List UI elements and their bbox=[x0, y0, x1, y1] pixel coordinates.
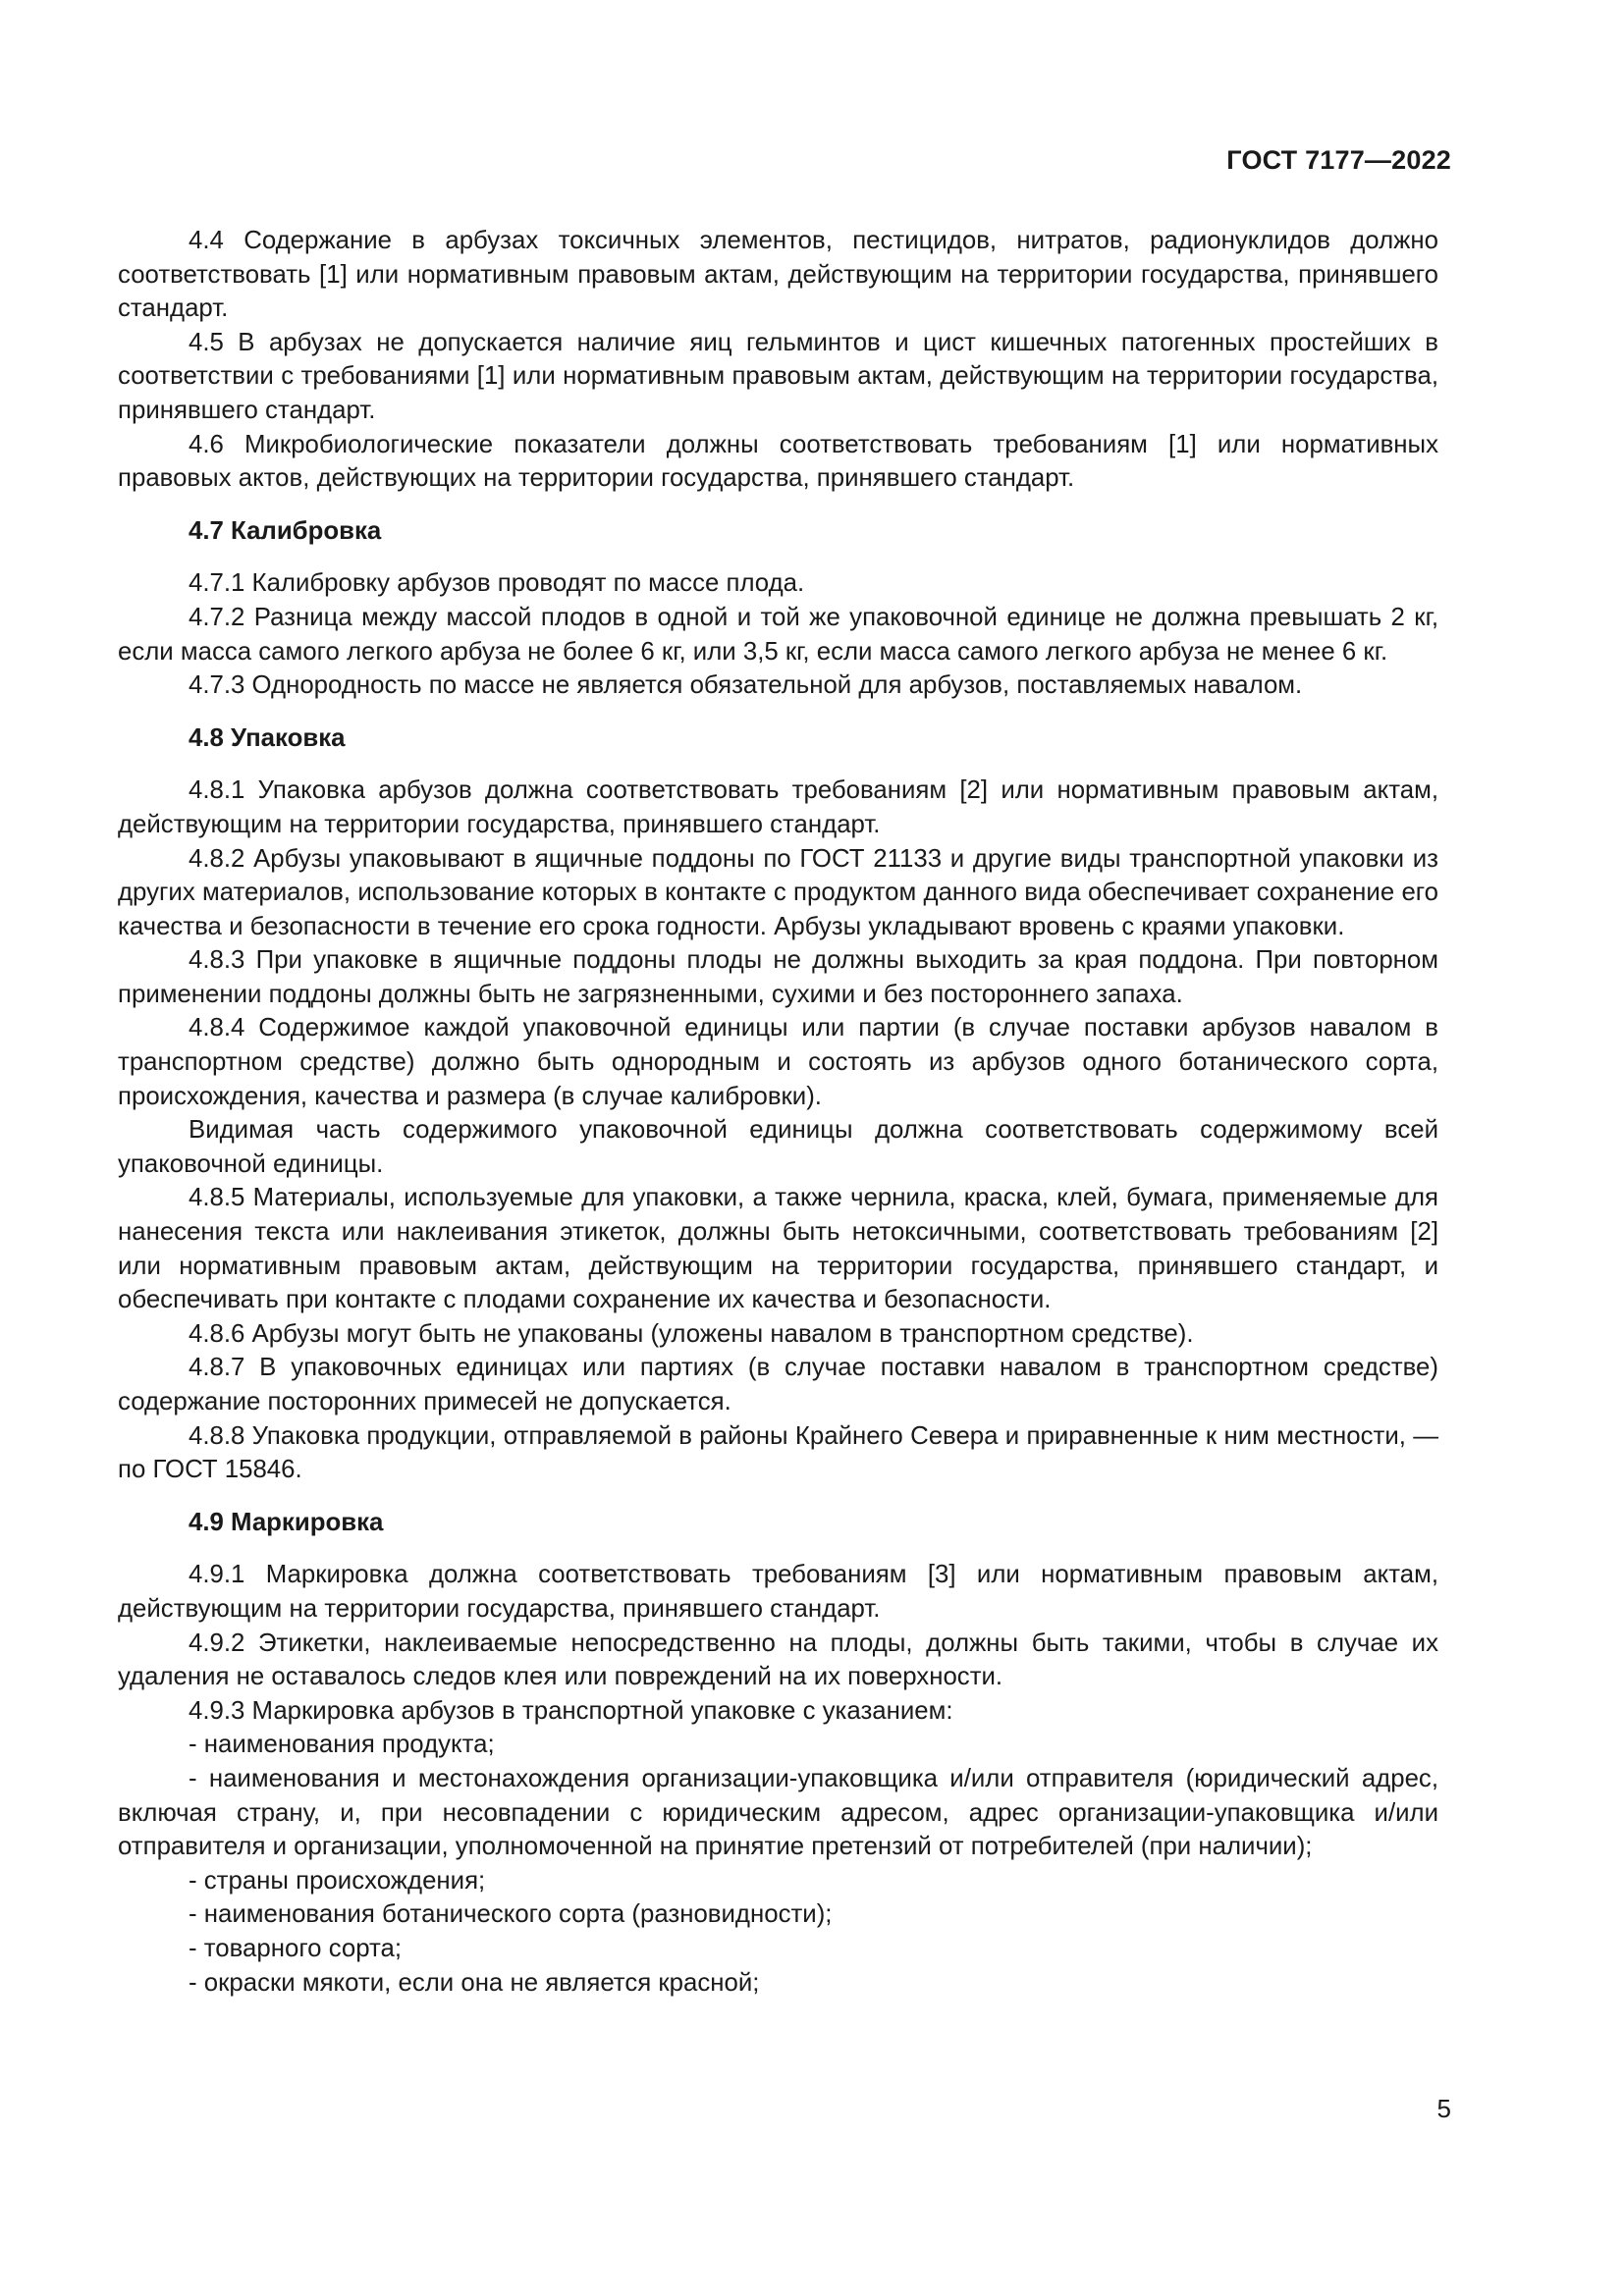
paragraph-4-8-4-continued: Видимая часть содержимого упаковочной единицы должна соответствовать содержимому всей упаковочной единицы. bbox=[118, 1116, 1438, 1178]
page-header-doc-id: ГОСТ 7177—2022 bbox=[1226, 145, 1451, 175]
paragraph-4-9-3: 4.9.3 Маркировка арбузов в транспортной упаковке с указанием: bbox=[189, 1696, 953, 1725]
marking-requirements-list bbox=[118, 1728, 1438, 2000]
paragraph-4-6: 4.6 Микробиологические показатели должны соответствовать требованиям [1] или нормативных правовых актов, действующих на территории государства, принявшего стандарт. bbox=[118, 430, 1438, 493]
heading-4-8: 4.8 Упаковка bbox=[189, 723, 346, 752]
paragraph-4-8-5: 4.8.5 Материалы, используемые для упаковки, а также чернила, краска, клей, бумага, применяемые для нанесения текста или наклеивания этикеток, должны быть нетоксичными, соответствовать требованиям [2] или нормативным правовым актам, действующим на территории государства, принявшего стандарт, и обеспечивать при контакте с плодами сохранение их качества и безопасности. bbox=[118, 1184, 1438, 1314]
list-item: - окраски мякоти, если она не является красной; bbox=[189, 1968, 760, 1997]
paragraph-4-9-2: 4.9.2 Этикетки, наклеиваемые непосредственно на плоды, должны быть такими, чтобы в случае их удаления не оставалось следов клея или повреждений на их поверхности. bbox=[118, 1629, 1438, 1691]
paragraph-4-8-2: 4.8.2 Арбузы упаковывают в ящичные поддоны по ГОСТ 21133 и другие виды транспортной упаковки из других материалов, использование которых в контакте с продуктом данного вида обеспечивает сохранение его качества и безопасности в течение его срока годности. Арбузы укладывают вровень с краями упаковки. bbox=[118, 844, 1438, 940]
document-body bbox=[118, 224, 1438, 2000]
list-item: - товарного сорта; bbox=[189, 1934, 403, 1962]
paragraph-4-8-6: 4.8.6 Арбузы могут быть не упакованы (уложены навалом в транспортном средстве). bbox=[189, 1319, 1194, 1348]
heading-4-7: 4.7 Калибровка bbox=[189, 516, 382, 545]
list-item: - страны происхождения; bbox=[189, 1866, 486, 1895]
paragraph-4-8-7: 4.8.7 В упаковочных единицах или партиях (в случае поставки навалом в транспортном средстве) содержание посторонних примесей не допускается. bbox=[118, 1354, 1438, 1415]
paragraph-4-9-1: 4.9.1 Маркировка должна соответствовать требованиям [3] или нормативным правовым актам, действующим на территории государства, принявшего стандарт. bbox=[118, 1561, 1438, 1623]
paragraph-4-7-2: 4.7.2 Разница между массой плодов в одной и той же упаковочной единице не должна превышать 2 кг, если масса самого легкого арбуза не более 6 кг, или 3,5 кг, если масса самого легкого арбуза не менее 6 кг. bbox=[118, 603, 1438, 666]
paragraph-4-7-3: 4.7.3 Однородность по массе не является обязательной для арбузов, поставляемых навалом. bbox=[189, 671, 1303, 700]
list-item: - наименования продукта; bbox=[189, 1731, 495, 1759]
list-item: - наименования и местонахождения организации-упаковщика и/или отправителя (юридический адрес, включая страну, и, при несовпадении с юридическим адресом, адрес организации-упаковщика и/или отправителя и организации, уполномоченной на принятие претензий от потребителей (при наличии); bbox=[118, 1764, 1438, 1861]
paragraph-4-7-1: 4.7.1 Калибровку арбузов проводят по массе плода. bbox=[189, 569, 805, 598]
paragraph-4-8-8: 4.8.8 Упаковка продукции, отправляемой в районы Крайнего Севера и приравненные к ним местности, — по ГОСТ 15846. bbox=[118, 1421, 1438, 1484]
paragraph-4-8-3: 4.8.3 При упаковке в ящичные поддоны плоды не должны выходить за края поддона. При повторном применении поддоны должны быть не загрязненными, сухими и без постороннего запаха. bbox=[118, 946, 1438, 1008]
paragraph-4-5: 4.5 В арбузах не допускается наличие яиц гельминтов и цист кишечных патогенных простейших в соответствии с требованиями [1] или нормативным правовым актам, действующим на территории государства, принявшего стандарт. bbox=[118, 328, 1438, 424]
paragraph-4-4: 4.4 Содержание в арбузах токсичных элементов, пестицидов, нитратов, радионуклидов должно соответствовать [1] или нормативным правовым актам, действующим на территории государства, принявшего стандарт. bbox=[118, 227, 1438, 323]
paragraph-4-8-1: 4.8.1 Упаковка арбузов должна соответствовать требованиям [2] или нормативным правовым актам, действующим на территории государства, принявшего стандарт. bbox=[118, 776, 1438, 838]
page-number: 5 bbox=[1436, 2094, 1451, 2123]
list-item: - наименования ботанического сорта (разновидности); bbox=[189, 1900, 833, 1929]
heading-4-9: 4.9 Маркировка bbox=[189, 1508, 384, 1536]
paragraph-4-8-4: 4.8.4 Содержимое каждой упаковочной единицы или партии (в случае поставки арбузов навалом в транспортном средстве) должно быть однородным и состоять из арбузов одного ботанического сорта, происхождения, качества и размера (в случае калибровки). bbox=[118, 1014, 1438, 1110]
